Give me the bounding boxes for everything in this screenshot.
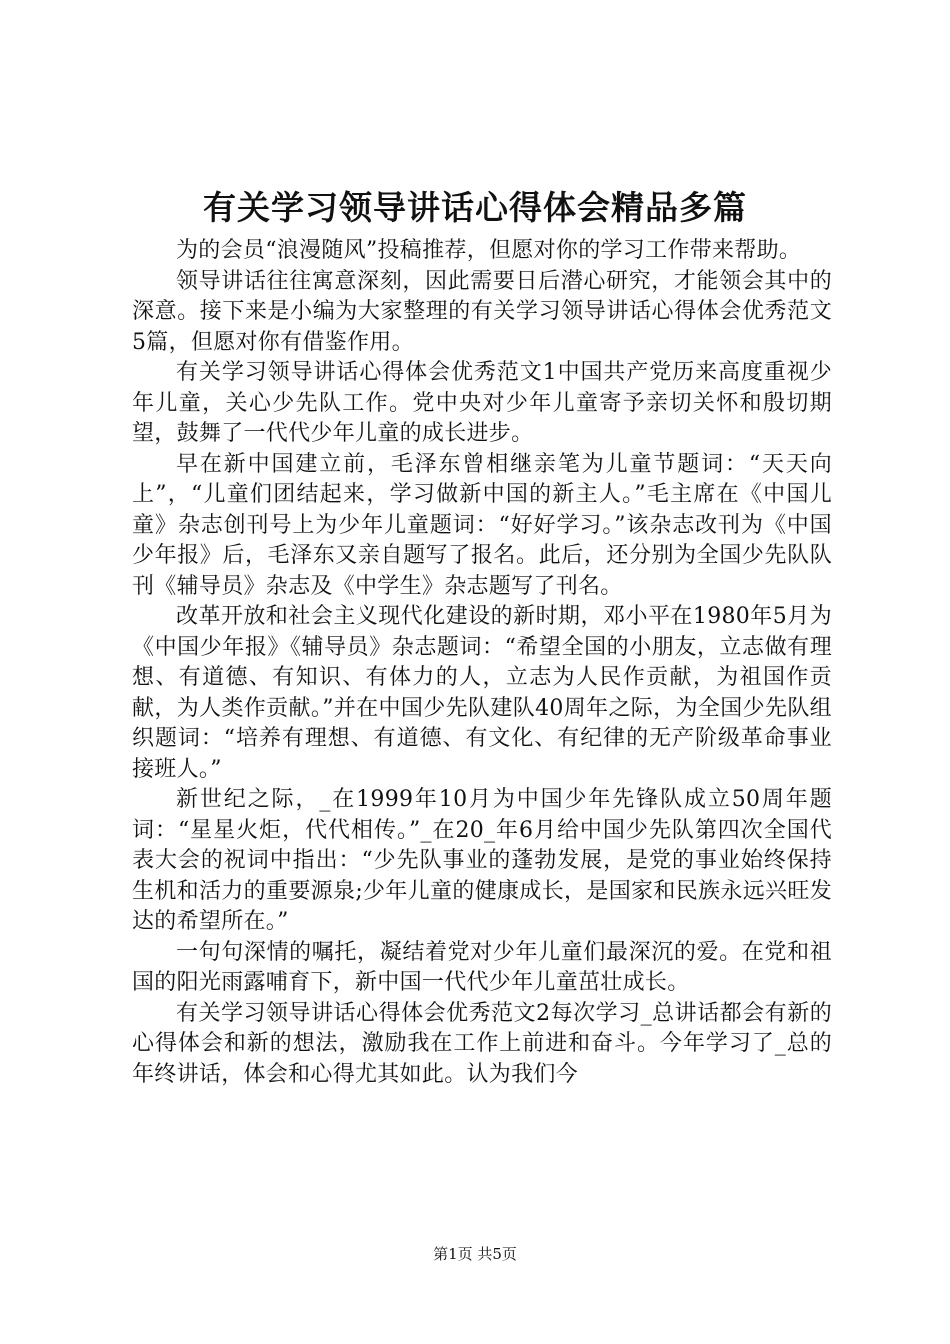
paragraph-mao-inscriptions: 早在新中国建立前，毛泽东曾相继亲笔为儿童节题词：“天天向上”，“儿童们团结起来，学习做新中国的新主人。”毛主席在《中国儿童》杂志创刊号上为少年儿童题词：“好好学习。”该杂志改刊为《中国少年报》后，毛泽东又亲自题写了报名。此后，还分别为全国少先队队刊《辅导员》杂志及《中学生》杂志题写了刊名。 bbox=[132, 451, 832, 599]
paragraph-intro: 为的会员“浪漫随风”投稿推荐，但愿对你的学习工作带来帮助。 bbox=[176, 238, 802, 263]
paragraph-essay1-opening: 有关学习领导讲话心得体会优秀范文1中国共产党历来高度重视少年儿童，关心少先队工作。党中央对少年儿童寄予亲切关怀和殷切期望，鼓舞了一代代少年儿童的成长进步。 bbox=[132, 360, 832, 446]
page-number: 第1页 共5页 bbox=[433, 1245, 517, 1263]
paragraph-new-century: 新世纪之际，_在1999年10月为中国少年先锋队成立50周年题词：“星星火炬，代代相传。”_在20_年6月给中国少先队第四次全国代表大会的祝词中指出：“少先队事业的蓬勃发展，是党的事业始终保持生机和活力的重要源泉;少年儿童的健康成长，是国家和民族永远兴旺发达的希望所在。” bbox=[132, 787, 832, 934]
paragraph-essay2-opening: 有关学习领导讲话心得体会优秀范文2每次学习_总讲话都会有新的心得体会和新的想法，激励我在工作上前进和奋斗。今年学习了_总的年终讲话，体会和心得尤其如此。认为我们今 bbox=[132, 1000, 832, 1087]
paragraph-deng-inscriptions: 改革开放和社会主义现代化建设的新时期，邓小平在1980年5月为《中国少年报》《辅导员》杂志题词：“希望全国的小朋友，立志做有理想、有道德、有知识、有体力的人，立志为人民作贡献，为祖国作贡献，为人类作贡献。”并在中国少先队建队40周年之际，为全国少先队组织题词：“培养有理想、有道德、有文化、有纪律的无产阶级革命事业接班人。” bbox=[132, 604, 832, 782]
document-body bbox=[132, 236, 832, 1090]
document-title: 有关学习领导讲话心得体会精品多篇 bbox=[203, 188, 747, 227]
paragraph-closing: 一句句深情的嘱托，凝结着党对少年儿童们最深沉的爱。在党和祖国的阳光雨露哺育下，新中国一代代少年儿童茁壮成长。 bbox=[132, 939, 832, 995]
paragraph-preface: 领导讲话往往寓意深刻，因此需要日后潜心研究，才能领会其中的深意。接下来是小编为大家整理的有关学习领导讲话心得体会优秀范文5篇，但愿对你有借鉴作用。 bbox=[132, 268, 832, 355]
